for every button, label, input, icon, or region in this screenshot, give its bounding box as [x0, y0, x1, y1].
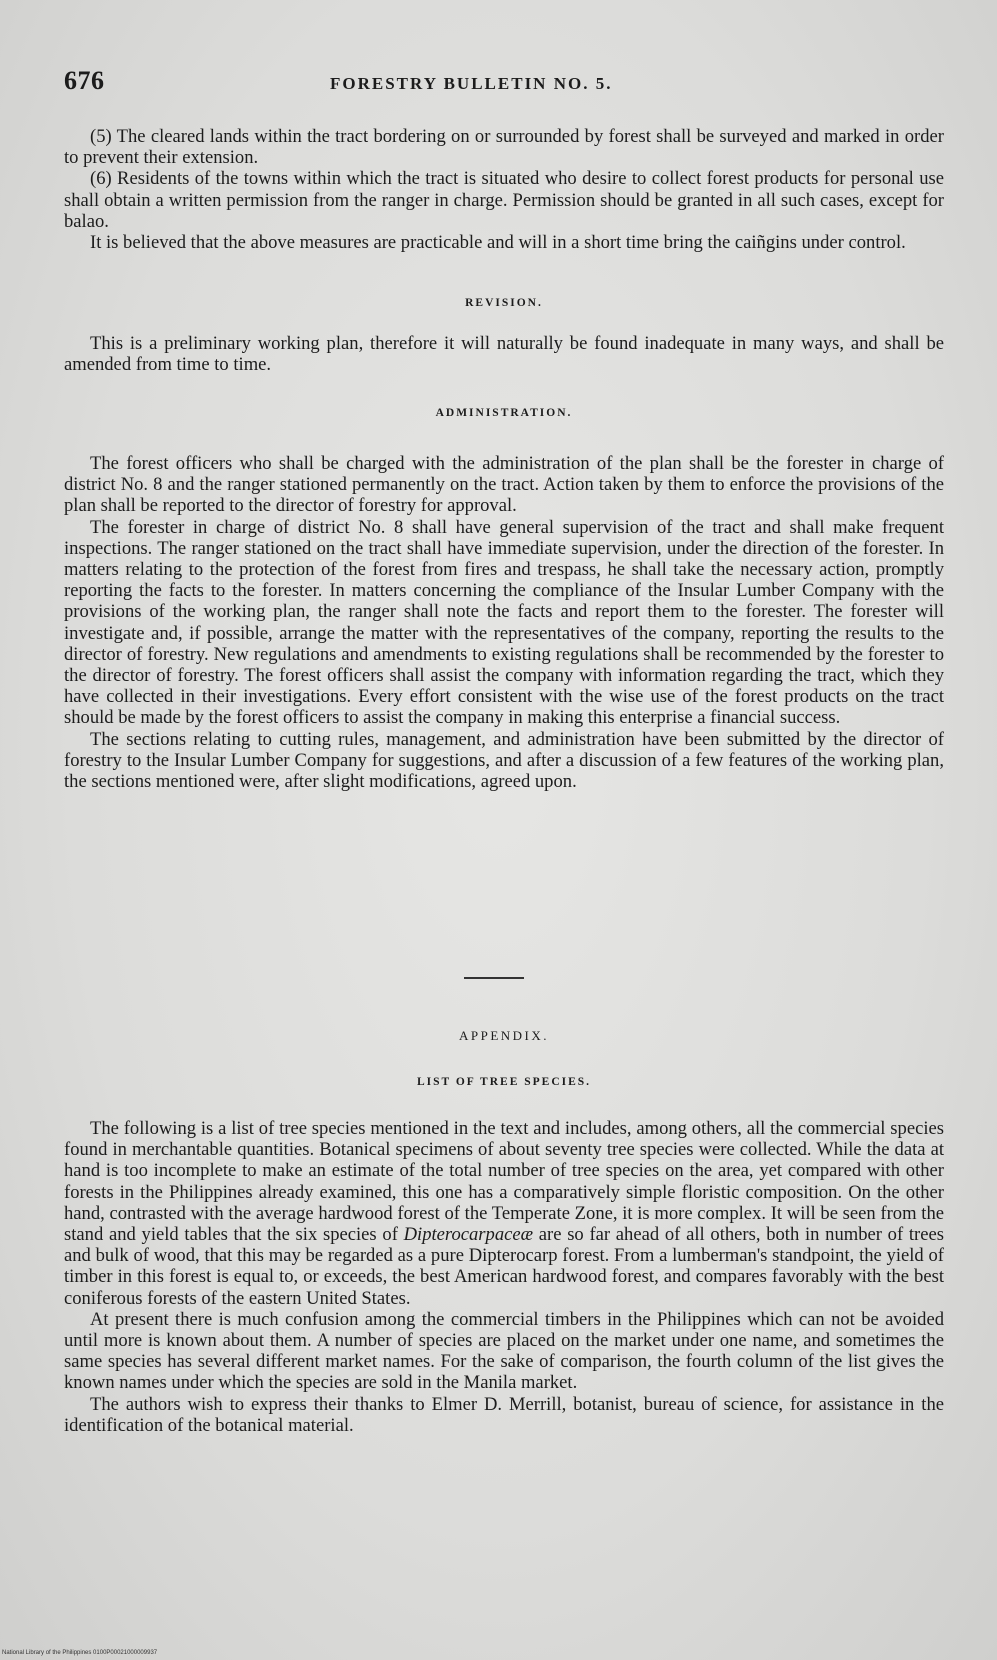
appendix-text-family: Dipterocarpaceæ: [403, 1224, 534, 1246]
paragraph-administration-2: The forester in charge of district No. 8 shall have general supervision of the tract and shall make frequent inspections. The ranger stationed on the tract shall have immediate supervision, under the direction of the forester. In matters relating to the protection of the forest from fires and trespass, he shall take the necessary action, promptly reporting the facts to the forester. In matters concerning the compliance of the Insular Lumber Company with the provisions of the working plan, the ranger shall note the facts and report them to the forester. The forester will investigate and, if possible, arrange the matter with the representatives of the company, reporting the results to the director of forestry. New regulations and amendments to existing regulations shall be recommended by the forester to the director of forestry. The forest officers shall assist the company with information regarding the tract, which they have collected in their investigations. Every effort consistent with the wise use of the forest products on the tract should be made by the forest officers to assist the company in making this enterprise a financial success.: [64, 516, 944, 729]
paragraph-appendix-1: [64, 1118, 944, 1309]
appendix-heading: APPENDIX.: [458, 1028, 550, 1043]
paragraph-appendix-3: The authors wish to express their thanks to Elmer D. Merrill, botanist, bureau of science, for assistance in the identification of the botanical material.: [64, 1393, 944, 1436]
paragraph-item-5: (5) The cleared lands within the tract bordering on or surrounded by forest shall be surveyed and marked in order to prevent their extension.: [64, 126, 944, 169]
page-header: [64, 66, 944, 100]
paragraph-administration-3: The sections relating to cutting rules, management, and administration have been submitted by the director of forestry to the Insular Lumber Company for suggestions, and after a discussion of a few features of the working plan, the sections mentioned were, after slight modifications, agreed upon.: [64, 728, 944, 793]
appendix-section: [64, 1118, 944, 1436]
running-head: FORESTRY BULLETIN NO. 5.: [330, 74, 613, 93]
administration-section: [64, 453, 944, 792]
appendix-text-before: The following is a list of tree species mentioned in the text and includes, among others, all the commercial species found in merchantable quantities. Botanical specimens of about seventy tree species were collected. While the data at hand is too incomplete to make an estimate of the total number of tree species on the area, yet compared with other forests in the Philippines already examined, this one has a comparatively simple floristic composition. On the other hand, contrasted with the average hardwood forest of the Temperate Zone, it is more complex. It will be seen from the stand and yield tables that the six species of: [64, 1118, 944, 1246]
paragraph-appendix-2: At present there is much confusion among the commercial timbers in the Philippines which can not be avoided until more is known about them. A number of species are placed on the market under one name, and sometimes the same species has several different market names. For the sake of comparison, the fourth column of the list gives the known names under which the species are sold in the Manila market.: [64, 1308, 944, 1394]
paragraph-item-6: (6) Residents of the towns within which the tract is situated who desire to collect forest products for personal use shall obtain a written permission from the ranger in charge. Permission should be granted in all such cases, except for balao.: [64, 168, 944, 232]
section-heading-administration: ADMINISTRATION.: [435, 407, 573, 419]
paragraph-measures: It is believed that the above measures are practicable and will in a short time bring the caiñgins under control.: [90, 232, 906, 254]
revision-section: [64, 333, 944, 375]
footer-credit: National Library of the Philippines 0100P00021000009937: [2, 1650, 158, 1656]
section-divider: [464, 977, 524, 979]
intro-section: [64, 126, 944, 253]
paragraph-administration-1: The forest officers who shall be charged with the administration of the plan shall be the forester in charge of district No. 8 and the ranger stationed permanently on the tract. Action taken by them to enforce the provisions of the plan shall be reported to the director of forestry for approval.: [64, 453, 944, 517]
appendix-text-after: are so far ahead of all others, both in number of trees and bulk of wood, that this may be regarded as a pure Dipterocarp forest. From a lumberman's standpoint, the yield of timber in this forest is equal to, or exceeds, the best American hardwood forest, and compares favorably with the best coniferous forests of the eastern United States.: [64, 1224, 944, 1309]
paragraph-revision: This is a preliminary working plan, therefore it will naturally be found inadequate in many ways, and shall be amended from time to time.: [64, 333, 944, 376]
section-heading-revision: REVISION.: [465, 297, 543, 309]
appendix-subheading: LIST OF TREE SPECIES.: [416, 1076, 592, 1088]
page-number: 676: [64, 66, 105, 95]
